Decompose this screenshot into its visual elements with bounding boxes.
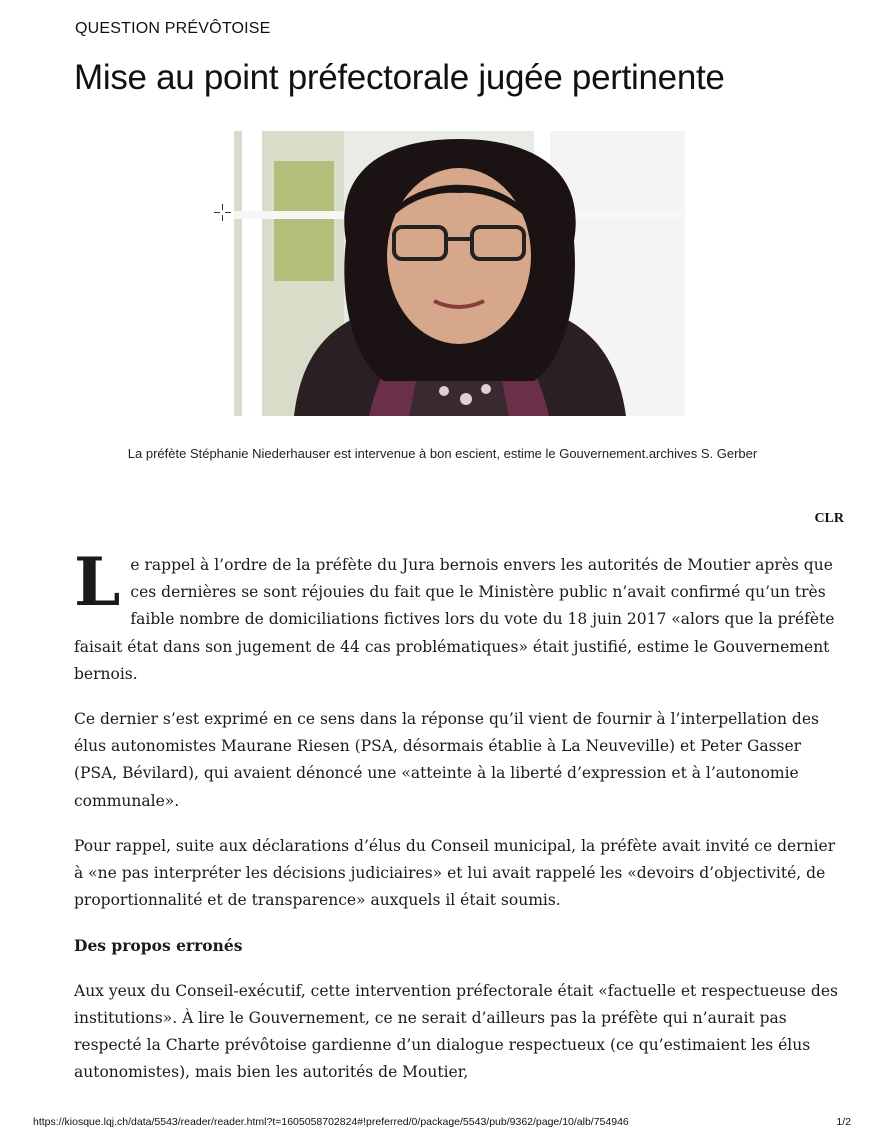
article-headline: Mise au point préfectorale jugée pertinente <box>74 58 725 97</box>
article-subheading: Des propos erronés <box>74 936 243 956</box>
portrait-photo-icon <box>234 131 685 416</box>
article-paragraph: Ce dernier s’est exprimé en ce sens dans la réponse qu’il vient de fournir à l’interpellation des élus autonomistes Maurane Riesen (PSA, désormais établie à La Neuveville) et Peter Gasser (PSA, Bévilard), qui avaient dénoncé une «atteinte à la liberté d’expression et à l’autonomie communale». <box>74 710 819 810</box>
photo-caption: La préfète Stéphanie Niederhauser est intervenue à bon escient, estime le Gouvernement.archives S. Gerber <box>127 446 758 461</box>
page-url: https://kiosque.lqj.ch/data/5543/reader/reader.html?t=1605058702824#!preferred/0/package/5543/pub/9362/page/10/alb/754946 <box>33 1116 629 1128</box>
author-byline: CLR <box>814 511 844 526</box>
article-paragraph: Pour rappel, suite aux déclarations d’élus du Conseil municipal, la préfète avait invité ce dernier à «ne pas interpréter les décisions judiciaires» et lui avait rappelé les «devoirs d’objectivité, de proportionnalité et de transparence» auxquels il était soumis. <box>74 836 836 910</box>
drop-cap: L <box>74 543 121 621</box>
crosshair-cursor-icon <box>214 204 231 221</box>
article-paragraph: Aux yeux du Conseil-exécutif, cette intervention préfectorale était «factuelle et respectueuse des institutions». À lire le Gouvernement, ce ne serait d’ailleurs pas la préfète qui n’aurait pas respecté la Charte prévôtoise gardienne d’un dialogue respectueux (ce qu’estimaient les élus autonomistes), mais bien les autorités de Moutier, <box>74 981 838 1082</box>
page-number: 1/2 <box>836 1116 851 1128</box>
paragraph-text: e rappel à l’ordre de la préfète du Jura bernois envers les autorités de Moutier après que ces dernières se sont réjouies du fait que le Ministère public n’avait confirmé qu’un très faible nombre de domiciliations fictives lors du vote du 18 juin 2017 «alors que la préfète faisait état dans son jugement de 44 cas problématiques» était justifié, estime le Gouvernement bernois. <box>74 556 835 683</box>
article-body <box>74 543 846 1104</box>
article-paragraph <box>74 543 846 688</box>
article-kicker: QUESTION PRÉVÔTOISE <box>75 20 271 37</box>
article-photo <box>234 131 685 416</box>
